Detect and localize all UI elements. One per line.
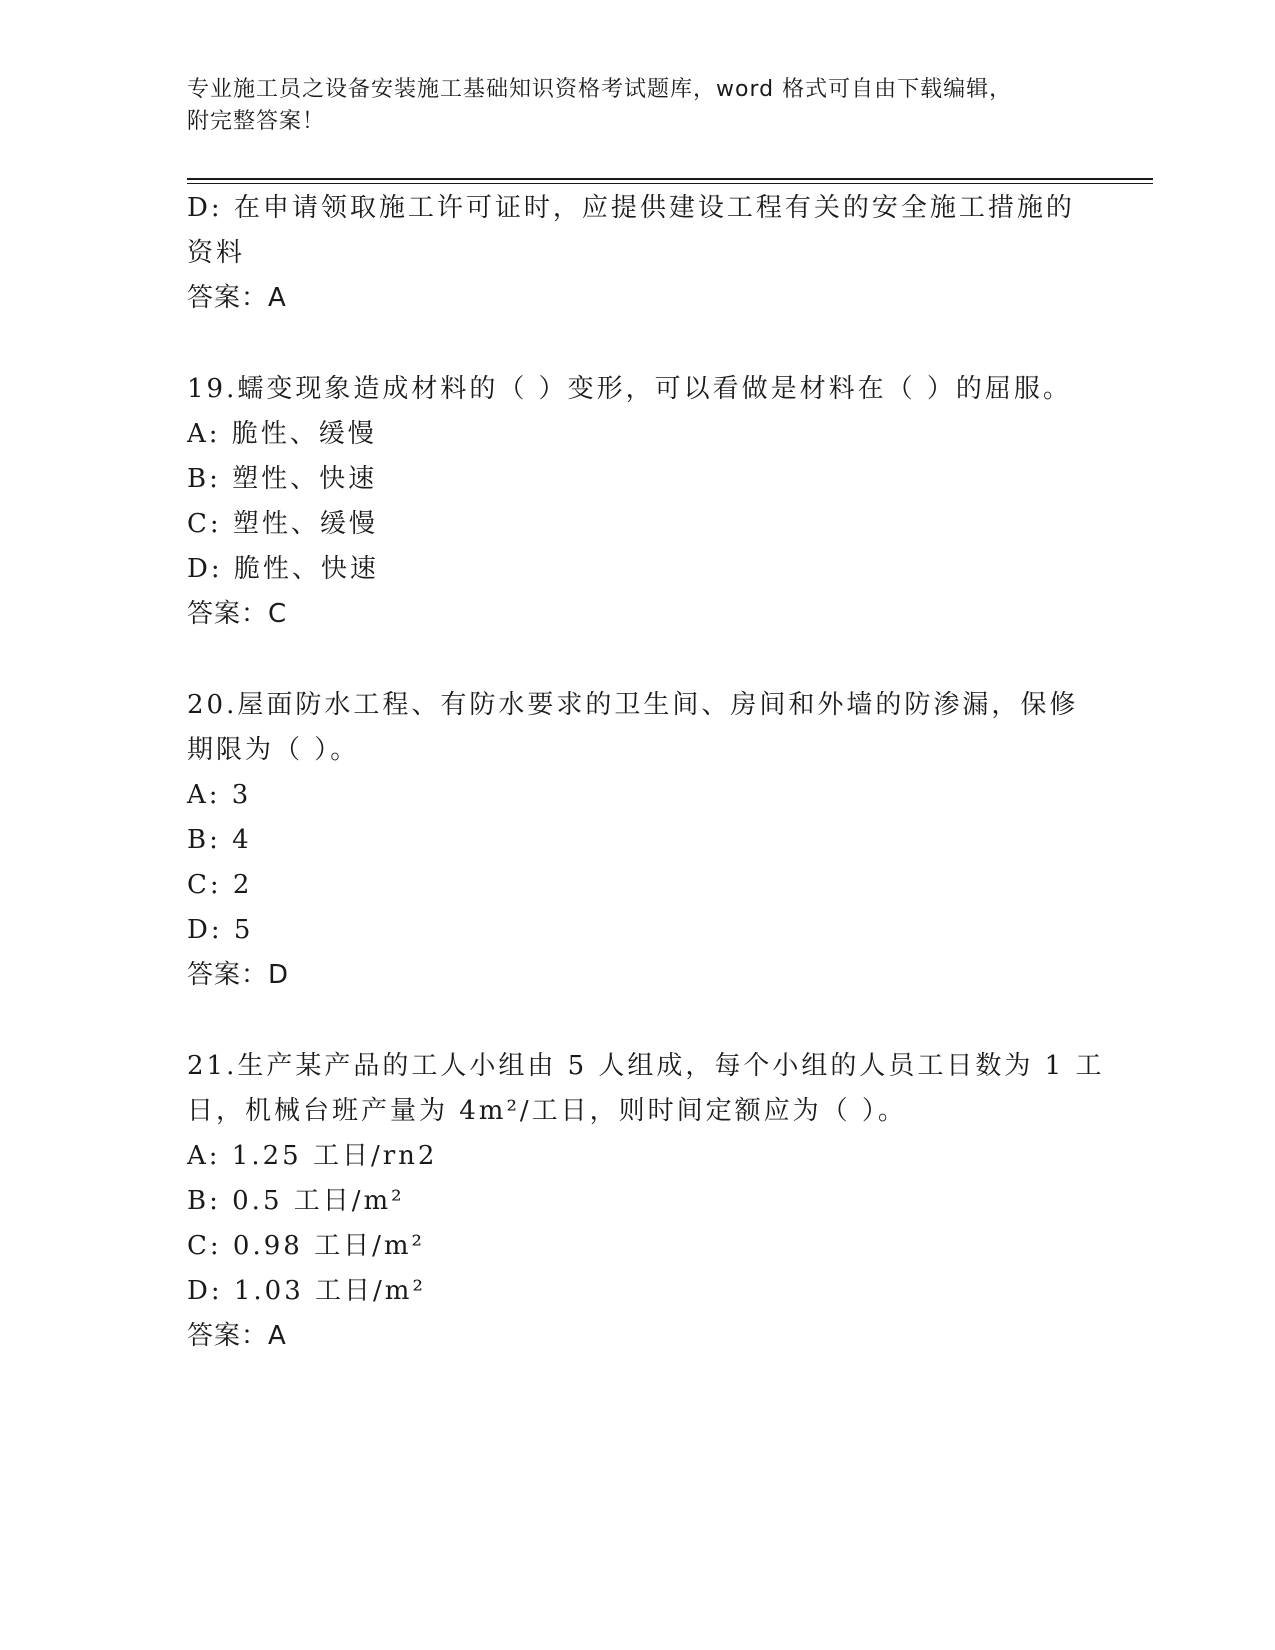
prev-option-d-line-2: 资料: [187, 238, 246, 268]
q21-option-d: D: 1.03 工日/m²: [187, 1276, 426, 1306]
q21-answer: 答案：A: [187, 1321, 287, 1351]
header-line-1: 专业施工员之设备安装施工基础知识资格考试题库，word 格式可自由下载编辑，: [187, 77, 1013, 102]
q21-option-c: C: 0.98 工日/m²: [187, 1231, 425, 1261]
q19-stem-line-1: 19.蠕变现象造成材料的（ ）变形，可以看做是材料在（ ）的屈服。: [187, 374, 1072, 404]
header-divider-thick: [187, 178, 1153, 180]
q20-answer: 答案：D: [187, 960, 290, 990]
q21-stem-line-1: 21.生产某产品的工人小组由 5 人组成，每个小组的人员工日数为 1 工: [187, 1051, 1105, 1081]
document-header: [187, 74, 1067, 138]
prev-option-d-line-1: D: 在申请领取施工许可证时，应提供建设工程有关的安全施工措施的: [187, 193, 1075, 223]
q20-option-d: D: 5: [187, 915, 254, 945]
q19-option-a: A: 脆性、缓慢: [187, 419, 377, 449]
q20-option-b: B: 4: [187, 825, 252, 855]
prev-answer: 答案：A: [187, 283, 287, 313]
q21-stem-line-2: 日，机械台班产量为 4m²/工日，则时间定额应为（ ）。: [187, 1096, 907, 1126]
q19-option-c: C: 塑性、缓慢: [187, 509, 378, 539]
q19-option-b: B: 塑性、快速: [187, 464, 378, 494]
q20-option-a: A: 3: [187, 780, 252, 810]
q21-option-a: A: 1.25 工日/rn2: [187, 1141, 438, 1171]
q19-option-d: D: 脆性、快速: [187, 554, 379, 584]
q20-stem-line-2: 期限为（ ）。: [187, 735, 360, 765]
q19-answer: 答案：C: [187, 599, 288, 629]
q20-option-c: C: 2: [187, 870, 253, 900]
q20-stem-line-1: 20.屋面防水工程、有防水要求的卫生间、房间和外墙的防渗漏，保修: [187, 690, 1079, 720]
q21-option-b: B: 0.5 工日/m²: [187, 1186, 405, 1216]
header-divider-thin: [187, 183, 1153, 184]
header-line-2: 附完整答案！: [187, 109, 326, 134]
